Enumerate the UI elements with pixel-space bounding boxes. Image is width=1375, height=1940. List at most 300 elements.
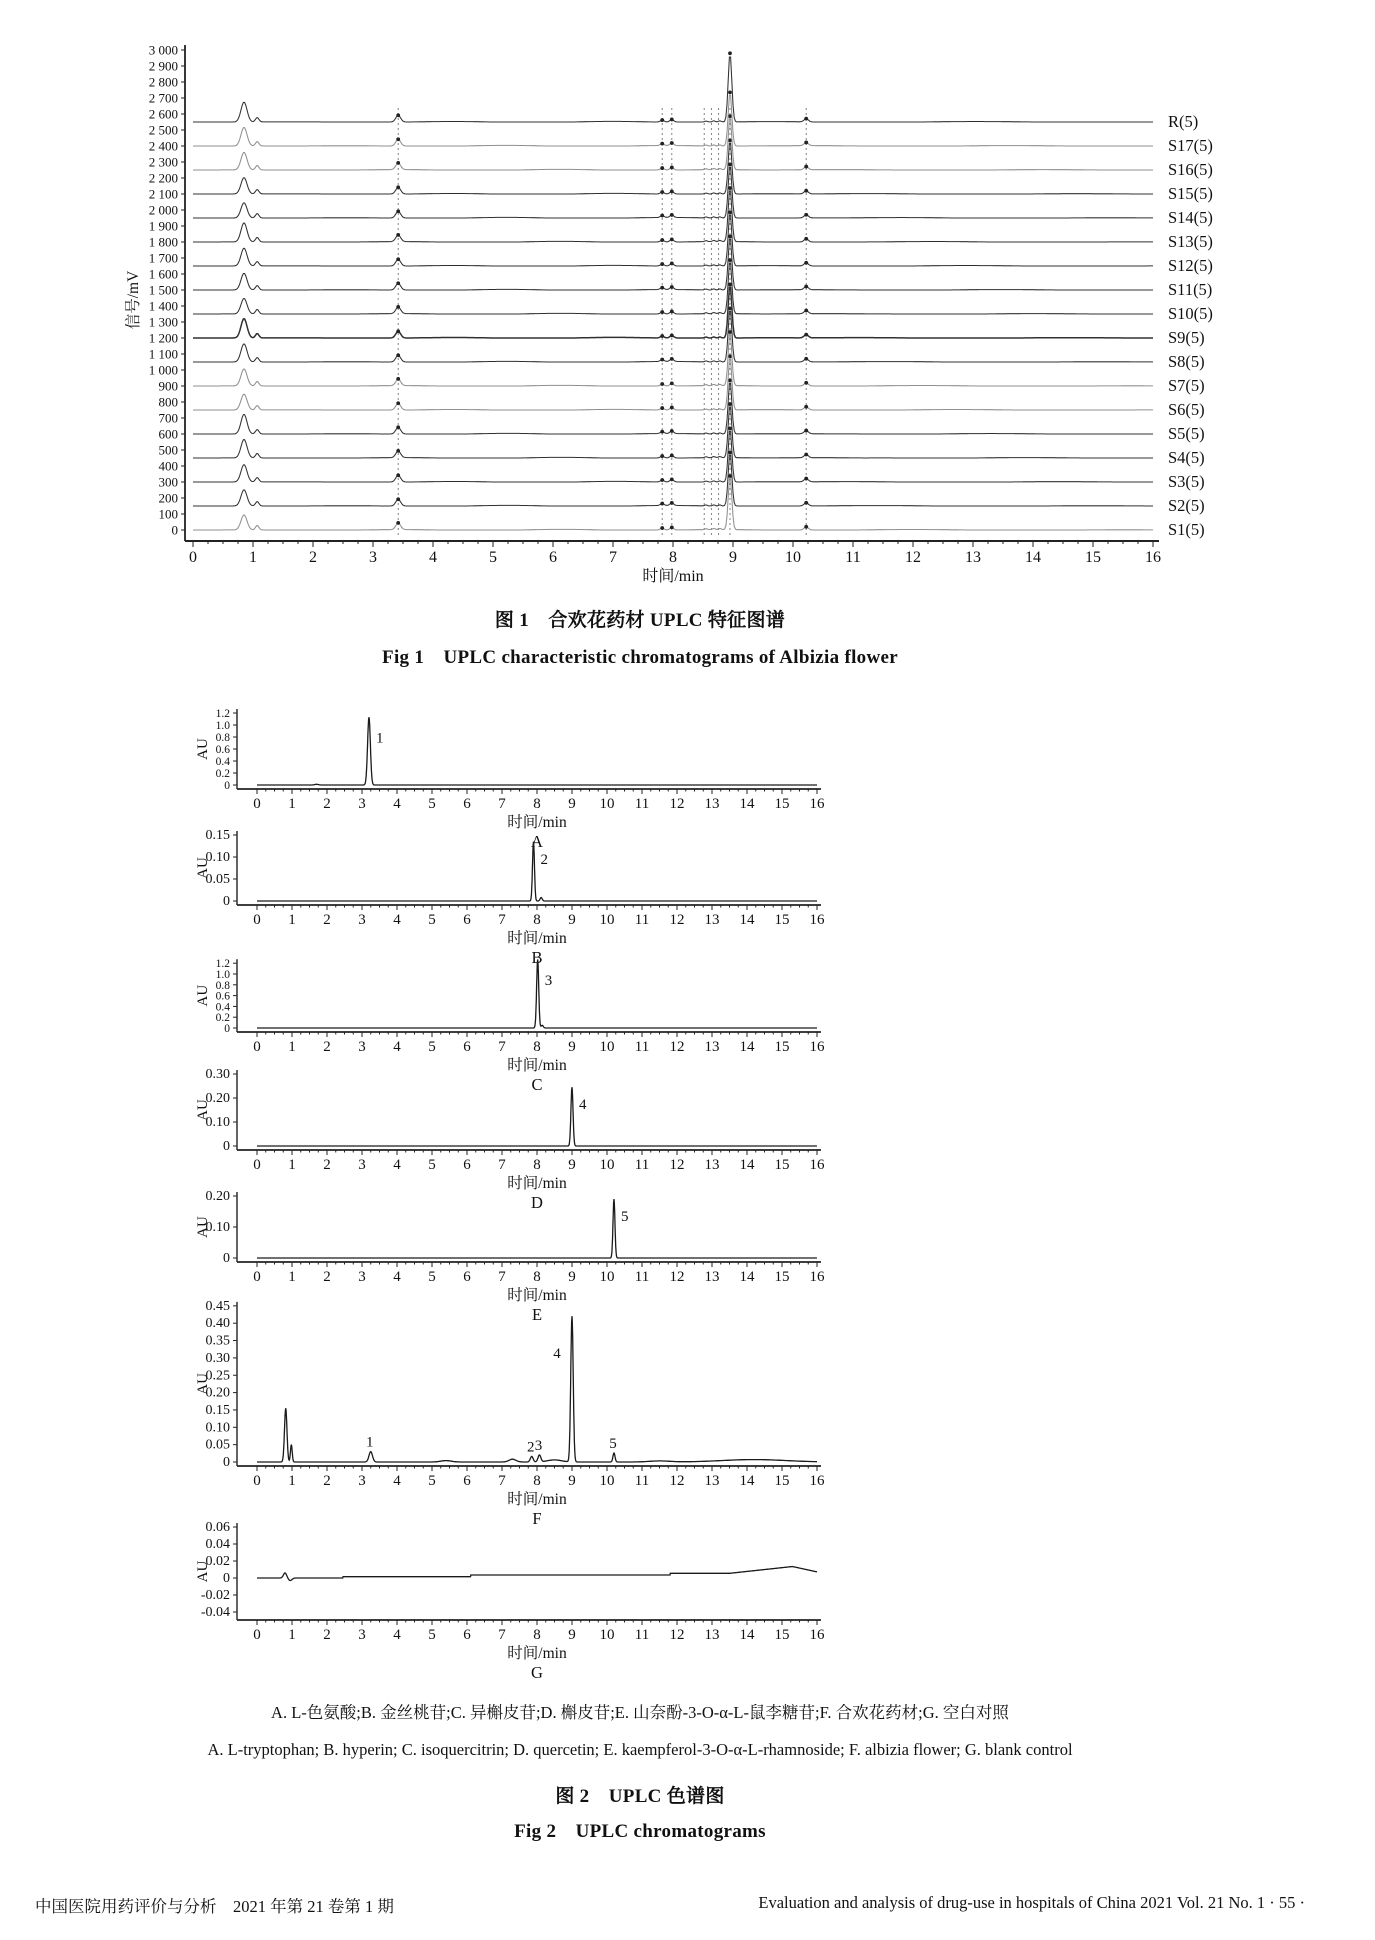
- fig2-xtick-label: 3: [358, 1039, 366, 1055]
- peak-marker-dot: [660, 382, 664, 386]
- peak-marker-dot: [660, 190, 664, 194]
- fig2-xtick-label: 1: [288, 1627, 296, 1643]
- fig1-ytick-label: 1 700: [148, 250, 178, 266]
- fig2-xtick-label: 11: [634, 1039, 650, 1055]
- fig1-trace-label: S8(5): [1168, 352, 1205, 371]
- peak-marker-dot: [396, 521, 400, 525]
- fig1-ytick-label: 1 000: [148, 362, 178, 378]
- fig2-subchart-letter: E: [531, 1305, 543, 1324]
- fig2-peak-label: 1: [376, 730, 384, 747]
- fig2-xtick-label: 11: [634, 1627, 650, 1643]
- fig2-xtick-label: 10: [599, 912, 615, 928]
- fig2-ytick-label: 0.35: [205, 1333, 230, 1349]
- fig2-xtick-label: 7: [498, 912, 506, 928]
- fig2-xtick-label: 8: [533, 1269, 541, 1285]
- peak-marker-dot: [728, 210, 732, 214]
- fig2-ytick-label: 0.6: [215, 744, 230, 756]
- fig2-ytick-label: 0.20: [205, 1091, 230, 1106]
- peak-marker-dot: [396, 329, 400, 333]
- peak-marker-dot: [728, 427, 732, 431]
- footer-journal-zh: 中国医院用药评价与分析 2021 年第 21 卷第 1 期: [35, 1897, 394, 1916]
- peak-marker-dot: [670, 382, 674, 386]
- peak-marker-dot: [660, 502, 664, 506]
- fig2-xtick-label: 2: [323, 1157, 331, 1173]
- fig2-ytick-label: 0.4: [215, 756, 230, 768]
- fig1-guide-lines: [398, 108, 806, 538]
- fig2-xtick-label: 12: [669, 796, 685, 812]
- fig2-ytick-label: 0: [223, 894, 230, 909]
- peak-marker-dot: [660, 358, 664, 362]
- fig2-xaxis-title: 时间/min: [507, 1491, 567, 1508]
- fig2-ytick-label: 0.20: [205, 1189, 230, 1204]
- peak-marker-dot: [660, 454, 664, 458]
- fig2-xtick-label: 12: [669, 1627, 685, 1643]
- fig2-xtick-label: 8: [533, 1473, 541, 1489]
- fig2-ytick-label: 0.30: [205, 1350, 230, 1366]
- fig1-ytick-label: 2 100: [148, 186, 178, 202]
- peak-marker-dot: [728, 162, 732, 166]
- fig1-trace-label: S3(5): [1168, 472, 1205, 491]
- peak-marker-dot: [660, 478, 664, 482]
- fig1-trace-label: S11(5): [1168, 280, 1213, 299]
- fig2-subchart-letter: B: [531, 948, 543, 967]
- fig2-xtick-label: 1: [288, 1473, 296, 1489]
- fig2-caption-en: Fig 2 UPLC chromatograms: [514, 1821, 766, 1842]
- fig1-xtick-label: 3: [369, 549, 377, 566]
- peak-marker-dot: [728, 451, 732, 455]
- fig2-caption-zh: 图 2 UPLC 色谱图: [555, 1786, 725, 1807]
- fig1-xtick-label: 5: [489, 549, 497, 566]
- fig1-xtick-label: 4: [429, 549, 437, 566]
- peak-marker-dot: [804, 261, 808, 265]
- fig2-xtick-label: 11: [634, 1269, 650, 1285]
- fig2-xtick-label: 0: [253, 796, 261, 812]
- fig2-xtick-label: 0: [253, 1269, 261, 1285]
- fig2-ytick-label: 0.4: [215, 1001, 230, 1014]
- fig2-xtick-label: 5: [428, 796, 436, 812]
- fig2-xtick-label: 6: [463, 1269, 471, 1285]
- fig2-xtick-label: 8: [533, 796, 541, 812]
- peak-marker-dot: [804, 381, 808, 385]
- fig1-ytick-label: 2 400: [148, 138, 178, 154]
- fig2-xtick-label: 4: [393, 1473, 401, 1489]
- fig2-xtick-label: 6: [463, 1627, 471, 1643]
- fig2-xaxis-title: 时间/min: [507, 930, 567, 947]
- peak-marker-dot: [804, 237, 808, 241]
- peak-marker-dot: [660, 166, 664, 170]
- fig2-xtick-label: 15: [774, 1627, 790, 1643]
- fig1-ytick-label: 2 500: [148, 122, 178, 138]
- fig1-trace-label: S7(5): [1168, 376, 1205, 395]
- fig1-yaxis-title: 信号/mV: [125, 270, 142, 330]
- fig1-ytick-label: 500: [158, 442, 178, 458]
- fig2-xaxis-title: 时间/min: [507, 1645, 567, 1662]
- fig1-ytick-label: 100: [158, 506, 178, 522]
- peak-marker-dot: [660, 214, 664, 218]
- fig2-xaxis-title: 时间/min: [507, 1175, 567, 1192]
- fig1-ytick-label: 1 800: [148, 234, 178, 250]
- peak-marker-dot: [670, 525, 674, 529]
- fig2-ytick-label: 0.10: [205, 1115, 230, 1130]
- fig1-x-axis: [189, 541, 1161, 585]
- fig2-ytick-label: 0: [223, 1455, 230, 1470]
- peak-marker-dot: [396, 281, 400, 285]
- fig2-yaxis-title: AU: [195, 857, 211, 879]
- fig2-ytick-label: 0.10: [205, 1220, 230, 1235]
- fig2-yaxis-title: AU: [195, 738, 211, 760]
- fig1-ytick-label: 400: [158, 458, 178, 474]
- fig2-xtick-label: 3: [358, 796, 366, 812]
- fig2-xtick-label: 16: [809, 1269, 825, 1285]
- fig2-peak-label: 2: [540, 851, 548, 868]
- fig1-trace: [193, 191, 1153, 242]
- fig2-xtick-label: 6: [463, 912, 471, 928]
- peak-marker-dot: [804, 309, 808, 313]
- fig2-trace: [257, 1567, 817, 1581]
- fig2-xtick-label: 13: [704, 796, 720, 812]
- fig2-xtick-label: 8: [533, 1157, 541, 1173]
- peak-marker-dot: [804, 117, 808, 121]
- fig2-ytick-label: 0: [223, 1571, 230, 1586]
- fig2-xtick-label: 13: [704, 1473, 720, 1489]
- fig1-ytick-label: 1 500: [148, 282, 178, 298]
- fig2-xtick-label: 2: [323, 1039, 331, 1055]
- fig2-xtick-label: 2: [323, 912, 331, 928]
- fig2-xtick-label: 14: [739, 1157, 755, 1173]
- fig2-ytick-label: 0.8: [215, 732, 230, 744]
- fig2-subchart-letter: A: [531, 832, 543, 851]
- fig2-xtick-label: 11: [634, 912, 650, 928]
- peak-marker-dot: [804, 189, 808, 193]
- fig2-xtick-label: 9: [568, 1269, 576, 1285]
- fig2-xtick-label: 3: [358, 1269, 366, 1285]
- peak-marker-dot: [728, 354, 732, 358]
- peak-marker-dot: [660, 526, 664, 530]
- fig2-peak-label: 1: [366, 1434, 374, 1451]
- fig2-xtick-label: 1: [288, 1157, 296, 1173]
- fig2-xtick-label: 12: [669, 1039, 685, 1055]
- fig2-ytick-label: 1.0: [215, 969, 230, 981]
- fig2-xtick-label: 13: [704, 1157, 720, 1173]
- fig1-xtick-label: 12: [905, 549, 921, 566]
- fig2-xtick-label: 9: [568, 1157, 576, 1173]
- peak-marker-dot: [670, 141, 674, 145]
- fig2-ytick-label: 0.25: [205, 1368, 230, 1384]
- fig2-ytick-label: 0.2: [215, 1012, 230, 1025]
- peak-marker-dot: [670, 262, 674, 266]
- page-footer: [35, 1893, 1305, 1917]
- fig2-xtick-label: 6: [463, 796, 471, 812]
- fig1-trace-label: S17(5): [1168, 136, 1213, 155]
- fig2-ytick-label: 1.2: [215, 958, 230, 971]
- fig2-xtick-label: 4: [393, 912, 401, 928]
- fig2-peak-label: 2: [527, 1439, 535, 1456]
- fig2-xtick-label: 7: [498, 1269, 506, 1285]
- fig2-xtick-label: 16: [809, 1157, 825, 1173]
- peak-marker-dot: [670, 190, 674, 194]
- fig1-trace-label: S14(5): [1168, 208, 1213, 227]
- peak-marker-dot: [670, 501, 674, 505]
- fig2-xtick-label: 11: [634, 1157, 650, 1173]
- fig2-xtick-label: 5: [428, 1473, 436, 1489]
- fig2-yaxis-title: AU: [195, 984, 211, 1007]
- fig2-xtick-label: 16: [809, 1627, 825, 1643]
- fig2-xtick-label: 2: [323, 1269, 331, 1285]
- fig1-trace-label: S1(5): [1168, 520, 1205, 539]
- fig2-xtick-label: 8: [533, 1627, 541, 1643]
- fig1-ytick-label: 2 600: [148, 106, 178, 122]
- peak-marker-dot: [396, 161, 400, 165]
- fig2-xtick-label: 2: [323, 1627, 331, 1643]
- peak-marker-dot: [660, 310, 664, 314]
- fig2-xtick-label: 3: [358, 1627, 366, 1643]
- fig1-ytick-label: 2 800: [148, 74, 178, 90]
- peak-marker-dot: [670, 334, 674, 338]
- fig1-trace-label: S10(5): [1168, 304, 1213, 323]
- fig1-trace: [193, 119, 1153, 170]
- fig2-ytick-label: 0.05: [205, 1437, 230, 1453]
- fig2-xtick-label: 13: [704, 1627, 720, 1643]
- fig2-subchart-E: [195, 1189, 825, 1324]
- fig1-ytick-label: 700: [158, 410, 178, 426]
- fig1-trace-label: S13(5): [1168, 232, 1213, 251]
- fig2-yaxis-title: AU: [195, 1373, 211, 1395]
- peak-marker-dot: [728, 402, 732, 406]
- peak-marker-dot: [670, 213, 674, 217]
- fig2-legend-en: A. L-tryptophan; B. hyperin; C. isoquercitrin; D. quercetin; E. kaempferol-3-O-α-L-rhamnoside; F. albizia flower; G. blank control: [207, 1740, 1073, 1759]
- peak-marker-dot: [804, 357, 808, 361]
- fig1-trace: [193, 57, 1153, 122]
- fig2-xaxis-title: 时间/min: [507, 814, 567, 831]
- fig1-trace-label: S6(5): [1168, 400, 1205, 419]
- peak-marker-dot: [670, 118, 674, 122]
- fig2-subchart-letter: F: [532, 1509, 542, 1528]
- fig1-ytick-label: 2 000: [148, 202, 178, 218]
- fig2-ytick-label: 0: [223, 1139, 230, 1154]
- fig2-xtick-label: 6: [463, 1473, 471, 1489]
- fig2-xtick-label: 14: [739, 912, 755, 928]
- peak-marker-dot: [396, 209, 400, 213]
- peak-marker-dot: [670, 238, 674, 242]
- fig2-xtick-label: 7: [498, 796, 506, 812]
- fig2-ytick-label: 0: [224, 780, 230, 792]
- fig2-subchart-D: [195, 1067, 825, 1212]
- fig1-xtick-label: 10: [785, 549, 801, 566]
- fig2-xtick-label: 4: [393, 1039, 401, 1055]
- peak-marker-dot: [660, 406, 664, 410]
- fig2-ytick-label: -0.02: [200, 1588, 230, 1603]
- fig2-xtick-label: 7: [498, 1627, 506, 1643]
- fig1-trace-label: S4(5): [1168, 448, 1205, 467]
- fig2-subchart-letter: G: [531, 1663, 543, 1682]
- fig1-plot: [124, 43, 1213, 586]
- peak-marker-dot: [728, 234, 732, 238]
- fig2-xtick-label: 8: [533, 912, 541, 928]
- fig1-xtick-label: 6: [549, 549, 557, 566]
- peak-marker-dot: [670, 406, 674, 410]
- peak-marker-dot: [728, 378, 732, 382]
- fig2-trace: [257, 959, 817, 1028]
- fig2-ytick-label: 0.40: [205, 1316, 230, 1332]
- fig2-xtick-label: 9: [568, 1627, 576, 1643]
- fig2-xtick-label: 10: [599, 1627, 615, 1643]
- fig1-caption-en: Fig 1 UPLC characteristic chromatograms of Albizia flower: [382, 647, 898, 668]
- fig1-ytick-label: 600: [158, 426, 178, 442]
- peak-marker-dot: [396, 353, 400, 357]
- fig1-ytick-label: 1 600: [148, 266, 178, 282]
- fig2-xtick-label: 7: [498, 1157, 506, 1173]
- fig1-caption-zh: 图 1 合欢花药材 UPLC 特征图谱: [494, 610, 786, 631]
- fig2-yaxis-title: AU: [195, 1560, 211, 1583]
- fig1-ytick-label: 200: [158, 490, 178, 506]
- fig2-ytick-label: -0.04: [200, 1605, 230, 1620]
- fig2-ytick-label: 0.04: [205, 1537, 230, 1552]
- fig2-legend-zh: A. L-色氨酸;B. 金丝桃苷;C. 异槲皮苷;D. 槲皮苷;E. 山奈酚-3-O-α-L-鼠李糖苷;F. 合欢花药材;G. 空白对照: [271, 1703, 1009, 1722]
- fig1-trace-label: S15(5): [1168, 184, 1213, 203]
- fig2-xtick-label: 13: [704, 1039, 720, 1055]
- fig2-ytick-label: 0.05: [205, 872, 230, 887]
- fig1-ytick-label: 2 700: [148, 90, 178, 106]
- fig1-xaxis-title: 时间/min: [642, 568, 704, 585]
- peak-marker-dot: [728, 114, 732, 118]
- fig1-trace-label: S9(5): [1168, 328, 1205, 347]
- fig2-peak-label: 5: [609, 1435, 617, 1452]
- fig2-xtick-label: 10: [599, 1269, 615, 1285]
- fig2-xtick-label: 0: [253, 1473, 261, 1489]
- peak-marker-dot: [804, 429, 808, 433]
- fig1-ytick-label: 1 300: [148, 314, 178, 330]
- fig2-xtick-label: 11: [634, 796, 650, 812]
- fig1-ytick-label: 900: [158, 378, 178, 394]
- peak-marker-dot: [660, 142, 664, 146]
- fig2-xtick-label: 15: [774, 912, 790, 928]
- fig2-xtick-label: 4: [393, 796, 401, 812]
- fig1-xtick-label: 11: [845, 549, 861, 566]
- fig2-xtick-label: 16: [809, 796, 825, 812]
- peak-marker-dot: [396, 425, 400, 429]
- fig2-subchart-B: [195, 828, 825, 967]
- fig2-xtick-label: 1: [288, 1269, 296, 1285]
- fig2-ytick-label: 1.0: [215, 720, 230, 732]
- fig2-xtick-label: 16: [809, 1039, 825, 1055]
- fig2-subchart-G: [195, 1520, 825, 1682]
- fig2-xtick-label: 10: [599, 796, 615, 812]
- fig2-xtick-label: 5: [428, 1269, 436, 1285]
- peak-marker-dot: [396, 137, 400, 141]
- peak-marker-dot: [804, 213, 808, 217]
- fig2-ytick-label: 0.2: [215, 768, 230, 780]
- peak-marker-dot: [396, 185, 400, 189]
- fig1-trace: [193, 335, 1153, 386]
- fig2-ytick-label: 0.10: [205, 1420, 230, 1436]
- fig2-xtick-label: 14: [739, 1473, 755, 1489]
- fig2-xtick-label: 10: [599, 1039, 615, 1055]
- fig2-xtick-label: 7: [498, 1473, 506, 1489]
- fig2-xtick-label: 5: [428, 1627, 436, 1643]
- fig1-xtick-label: 14: [1025, 549, 1041, 566]
- peak-marker-dot: [728, 51, 732, 55]
- fig2-xtick-label: 5: [428, 1157, 436, 1173]
- fig1-trace: [193, 407, 1153, 458]
- fig2-ytick-label: 0: [224, 1023, 230, 1035]
- fig2-xtick-label: 2: [323, 1473, 331, 1489]
- fig1-trace-label: S5(5): [1168, 424, 1205, 443]
- fig2-xtick-label: 2: [323, 796, 331, 812]
- peak-marker-dot: [396, 401, 400, 405]
- peak-marker-dot: [728, 258, 732, 262]
- fig1-trace: [193, 479, 1153, 530]
- peak-marker-dot: [728, 330, 732, 334]
- fig2-ytick-label: 0: [223, 1251, 230, 1266]
- peak-marker-dot: [804, 477, 808, 481]
- peak-marker-dot: [660, 286, 664, 290]
- fig2-ytick-label: 0.45: [205, 1298, 230, 1314]
- fig2-xtick-label: 12: [669, 912, 685, 928]
- fig2-xtick-label: 15: [774, 1269, 790, 1285]
- fig2-xtick-label: 0: [253, 1627, 261, 1643]
- fig2-xtick-label: 5: [428, 1039, 436, 1055]
- fig2-peak-label: 3: [534, 1438, 543, 1455]
- fig2-xtick-label: 0: [253, 912, 261, 928]
- fig2-ytick-label: 0.8: [215, 979, 230, 992]
- fig1-xtick-label: 1: [249, 549, 257, 566]
- fig2-xtick-label: 3: [358, 1473, 366, 1489]
- fig1-ytick-label: 1 100: [148, 346, 178, 362]
- fig2-xtick-label: 15: [774, 1039, 790, 1055]
- fig2-xtick-label: 4: [393, 1627, 401, 1643]
- fig2-ytick-label: 1.2: [215, 708, 230, 720]
- peak-marker-dot: [396, 305, 400, 309]
- fig2-xtick-label: 13: [704, 1269, 720, 1285]
- fig2-ytick-label: 0.06: [205, 1520, 230, 1535]
- fig2-xtick-label: 15: [774, 1473, 790, 1489]
- peak-marker-dot: [670, 478, 674, 482]
- fig2-xtick-label: 9: [568, 796, 576, 812]
- fig2-xtick-label: 16: [809, 1473, 825, 1489]
- peak-marker-dot: [728, 139, 732, 143]
- peak-marker-dot: [804, 141, 808, 145]
- peak-marker-dot: [396, 473, 400, 477]
- fig2-xtick-label: 13: [704, 912, 720, 928]
- fig2-xtick-label: 7: [498, 1039, 506, 1055]
- fig2-ytick-label: 0.15: [205, 1402, 230, 1418]
- fig1-trace-label: S12(5): [1168, 256, 1213, 275]
- fig1-ytick-label: 0: [171, 522, 178, 538]
- peak-marker-dot: [670, 429, 674, 433]
- fig2-xtick-label: 5: [428, 912, 436, 928]
- peak-marker-dot: [670, 310, 674, 314]
- fig1-xtick-label: 16: [1145, 549, 1161, 566]
- fig2-subchart-letter: C: [531, 1075, 543, 1094]
- fig2-xtick-label: 10: [599, 1157, 615, 1173]
- fig2-ytick-label: 0.10: [205, 850, 230, 865]
- peak-marker-dot: [670, 285, 674, 289]
- fig2-xtick-label: 11: [634, 1473, 650, 1489]
- fig1-xtick-label: 13: [965, 549, 981, 566]
- fig1-ytick-label: 1 400: [148, 298, 178, 314]
- fig2-xtick-label: 4: [393, 1157, 401, 1173]
- fig2-xtick-label: 12: [669, 1269, 685, 1285]
- peak-marker-dot: [728, 186, 732, 190]
- peak-marker-dot: [396, 449, 400, 453]
- peak-marker-dot: [804, 285, 808, 289]
- fig2-subchart-letter: D: [531, 1193, 543, 1212]
- peak-marker-dot: [660, 334, 664, 338]
- peak-marker-dot: [660, 238, 664, 242]
- fig2-xtick-label: 0: [253, 1039, 261, 1055]
- fig1-ytick-label: 1 900: [148, 218, 178, 234]
- fig1-ytick-label: 300: [158, 474, 178, 490]
